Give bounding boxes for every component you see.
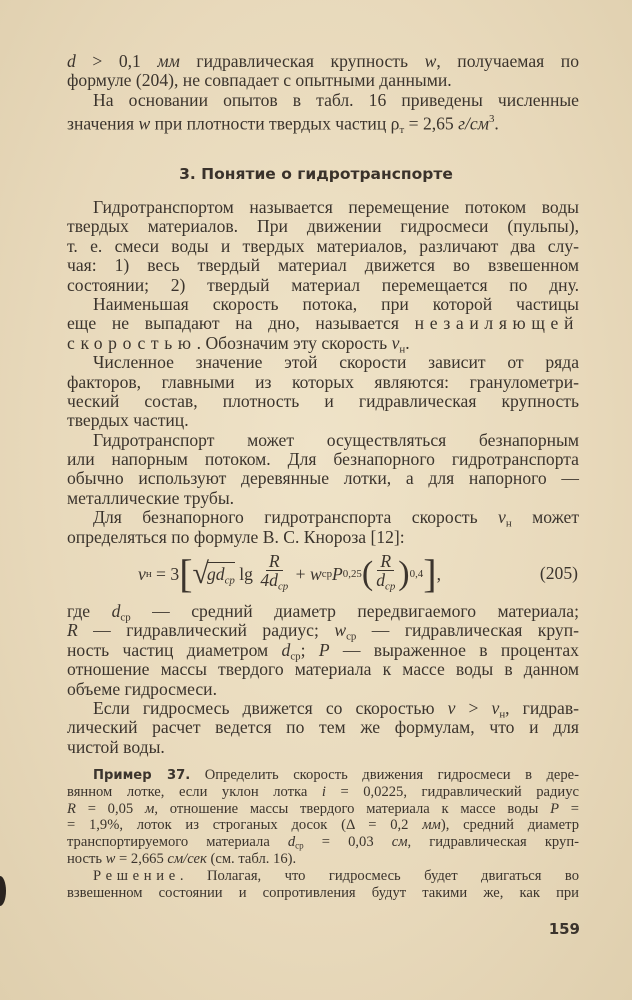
- text-segment: =: [559, 800, 579, 817]
- text-segment: м: [145, 800, 155, 817]
- fraction-1-den-sub: ср: [277, 580, 289, 593]
- text-segment: P: [318, 639, 330, 660]
- text-segment: Гидротранспортом называется перемещение потоком воды: [93, 197, 579, 217]
- text-segment: лический расчет ведется по тем же формулам, что и для: [67, 717, 579, 738]
- text-segment: w: [105, 850, 116, 867]
- text-line: [67, 469, 579, 488]
- text-segment: 3: [488, 113, 495, 126]
- text-segment: Численное значение этой скорости зависит от ряда: [93, 352, 579, 373]
- formula-lparen: (: [361, 555, 374, 592]
- text-line: [67, 507, 580, 530]
- text-segment: — гидравлический радиус;: [77, 620, 335, 641]
- text-segment: .: [494, 113, 499, 134]
- text-segment: отношение массы твердого материала к массе воды в данном: [67, 659, 579, 680]
- text-segment: факторов, главными из которых являются: гранулометри-: [67, 371, 579, 392]
- text-segment: ческий состав, плотность и гидравлическая крупность: [67, 390, 579, 411]
- text-line: [67, 110, 579, 137]
- formula-p-sup: 0,25: [342, 568, 362, 580]
- text-line: [67, 71, 579, 90]
- text-segment: Если гидросмесь движется со скоростью: [93, 697, 448, 718]
- fraction-1-num: R: [266, 552, 283, 571]
- text-line: [67, 660, 579, 679]
- paragraph-block-bottom: [67, 602, 579, 757]
- text-line: [67, 489, 579, 508]
- text-segment: незаиляющей: [414, 313, 579, 334]
- text-segment: v: [498, 507, 506, 528]
- text-segment: вянном лотке, если уклон лотка: [67, 783, 322, 800]
- text-segment: мм: [422, 817, 441, 834]
- formula-w-sub: ср: [321, 568, 333, 580]
- fraction-2-num: R: [377, 552, 394, 571]
- text-segment: — средний диаметр передвигаемого материала;: [130, 601, 580, 621]
- text-segment: = 2,665: [115, 850, 168, 867]
- text-segment: (см. табл. 16).: [206, 850, 297, 867]
- text-segment: , гидрав-: [505, 697, 579, 718]
- text-segment: На основании опытов в табл. 16 приведены численные: [93, 89, 579, 110]
- example-block: [67, 767, 579, 901]
- text-line: [67, 91, 579, 110]
- fraction-1: [260, 552, 288, 595]
- text-line: [67, 314, 579, 333]
- text-segment: — гидравлическая круп-: [356, 620, 579, 641]
- formula-lbracket: [: [179, 551, 193, 596]
- text-segment: объеме гидросмеси.: [67, 678, 217, 699]
- text-line: [67, 738, 579, 757]
- text-segment: = 1,9%, лоток из строганых досок (Δ = 0,2: [67, 817, 423, 834]
- section-heading: 3. Понятие о гидротранспорте: [179, 165, 453, 183]
- formula-rparen: ): [398, 555, 410, 592]
- text-line: [67, 784, 579, 801]
- formula-gd-sub: ср: [224, 574, 235, 587]
- page-number: 159: [548, 920, 580, 938]
- text-segment: . Обозначим эту скорость: [196, 332, 392, 353]
- text-segment: определяться по формуле В. С. Кнороза [12]:: [67, 526, 405, 547]
- text-segment: еще не выпадают на дно, называется: [67, 313, 415, 334]
- text-segment: = 0,0225, гидравлический радиус: [325, 783, 579, 800]
- text-line: [67, 237, 579, 256]
- paragraph-block-middle: [67, 198, 579, 547]
- text-segment: н: [499, 708, 506, 721]
- text-line: [67, 411, 579, 430]
- text-segment: .: [405, 332, 410, 353]
- text-segment: чая: 1) весь твердый материал движется во взвешенном: [67, 255, 579, 276]
- text-segment: v: [391, 332, 400, 353]
- equation-number: (205): [539, 563, 578, 583]
- text-line: [67, 353, 579, 372]
- text-segment: или напорным потоком. Для безнапорного гидротранспорта: [67, 449, 579, 470]
- text-segment: г/см: [458, 113, 489, 134]
- text-line: [67, 256, 579, 275]
- text-line: [67, 450, 579, 469]
- text-segment: твердых материалов. При движении гидросмеси (пульпы),: [67, 216, 579, 237]
- text-segment: формуле (204), не совпадает с опытными данными.: [67, 70, 452, 91]
- formula-comma: ,: [436, 563, 441, 584]
- text-segment: Для безнапорного гидротранспорта скорость: [93, 507, 499, 528]
- formula-paren-sup: 0,4: [409, 568, 424, 580]
- fraction-2: [376, 552, 395, 595]
- text-line: [67, 198, 579, 217]
- formula-lg: lg: [234, 563, 258, 584]
- formula-gd: gd: [206, 563, 225, 584]
- fraction-2-den-text: d: [376, 570, 385, 591]
- text-segment: , гидравлическая круп-: [407, 834, 579, 851]
- text-segment: ность частиц диаметром: [67, 639, 282, 660]
- text-line: [67, 620, 579, 643]
- text-segment: чистой воды.: [67, 736, 165, 757]
- text-segment: где: [67, 601, 112, 621]
- text-segment: v: [447, 697, 456, 718]
- text-segment: ;: [300, 639, 319, 660]
- text-segment: ср: [120, 611, 131, 624]
- text-segment: = 0,03: [303, 834, 392, 851]
- text-line: [67, 834, 579, 851]
- sqrt-content: [207, 562, 235, 586]
- text-segment: состоянии; 2) твердый материал перемещается по дну.: [67, 274, 579, 295]
- text-line: [67, 680, 579, 699]
- paragraph-block-top: [67, 51, 579, 137]
- binding-mark: [0, 876, 6, 906]
- text-segment: т: [399, 124, 405, 137]
- text-line: [67, 817, 579, 834]
- text-segment: при плотности твердых частиц ρ: [150, 113, 400, 134]
- text-segment: d: [287, 834, 296, 851]
- text-segment: н: [505, 517, 512, 530]
- text-segment: R: [67, 800, 76, 817]
- text-segment: i: [321, 783, 326, 800]
- text-segment: > 0,1: [75, 51, 158, 71]
- formula-rbracket: ]: [423, 551, 437, 596]
- text-segment: , отношение массы твердого материала к массе воды: [154, 800, 551, 817]
- text-line: [67, 334, 579, 353]
- text-segment: Решение: [93, 867, 180, 884]
- text-segment: R: [67, 620, 78, 641]
- text-segment: P: [550, 800, 559, 817]
- text-line: [67, 601, 580, 624]
- text-segment: гидравлическая крупность: [179, 51, 425, 71]
- text-segment: мм: [157, 51, 180, 71]
- text-segment: , получаемая по: [436, 51, 579, 71]
- text-line: [67, 373, 579, 392]
- text-line: [67, 868, 579, 885]
- text-segment: . Полагая, что гидросмесь будет двигаться во: [179, 867, 579, 884]
- text-segment: = 0,05: [75, 800, 145, 817]
- text-segment: >: [455, 697, 492, 718]
- text-segment: см: [391, 834, 408, 851]
- text-segment: d: [281, 639, 291, 660]
- text-line: [67, 801, 579, 818]
- text-segment: ), средний диаметр: [440, 817, 579, 834]
- formula-lhs-sub: н: [145, 568, 152, 580]
- text-segment: т. е. смеси воды и твердых материалов, различают два слу-: [67, 235, 579, 256]
- text-segment: Пример 37.: [93, 768, 191, 783]
- text-segment: ность: [67, 850, 106, 867]
- formula-eq: = 3: [151, 563, 180, 584]
- fraction-2-den: [376, 571, 395, 595]
- text-segment: металлические трубы.: [67, 487, 235, 508]
- fraction-2-den-sub: ср: [385, 580, 396, 593]
- text-line: [67, 851, 579, 868]
- text-segment: v: [491, 697, 500, 718]
- text-segment: d: [111, 601, 121, 621]
- text-segment: ср: [290, 650, 301, 663]
- text-line: [67, 718, 579, 737]
- text-segment: Определить скорость движения гидросмеси в дере-: [190, 767, 580, 783]
- text-line: [67, 639, 579, 663]
- text-segment: = 2,65: [404, 113, 459, 134]
- text-segment: w: [334, 620, 347, 641]
- text-line: [67, 885, 579, 902]
- text-segment: см/сек: [167, 850, 207, 867]
- formula-plus: +: [291, 563, 310, 584]
- text-segment: н: [399, 343, 406, 355]
- text-segment: обычно используют деревянные лотки, а для напорного —: [67, 468, 579, 489]
- text-segment: w: [138, 113, 151, 134]
- text-segment: ср: [346, 630, 357, 643]
- text-line: [67, 431, 579, 450]
- text-segment: — выраженное в процентах: [329, 639, 579, 660]
- text-segment: Наименьшая скорость потока, при которой частицы: [93, 293, 579, 314]
- text-line: [67, 767, 579, 784]
- text-line: [67, 697, 579, 721]
- text-segment: может: [511, 507, 580, 528]
- formula-lhs: v: [138, 563, 146, 584]
- sqrt-sign: √: [192, 557, 209, 590]
- formula-w: w: [309, 563, 322, 584]
- text-segment: Гидротранспорт может осуществляться безнапорным: [93, 429, 579, 450]
- formula-p: P: [332, 563, 343, 584]
- text-segment: взвешенном состоянии и сопротивления будут такими же, как при: [67, 884, 579, 901]
- text-line: [67, 52, 579, 71]
- fraction-1-den-text: 4d: [260, 570, 278, 591]
- text-segment: скоростью: [67, 332, 197, 353]
- formula-205: [138, 550, 578, 598]
- text-line: [67, 295, 579, 314]
- text-segment: w: [424, 51, 437, 71]
- text-segment: ср: [295, 840, 304, 851]
- text-line: [67, 392, 579, 411]
- text-segment: значения: [67, 113, 139, 134]
- text-segment: транспортируемого материала: [67, 834, 288, 851]
- text-line: [67, 217, 579, 236]
- text-line: [67, 276, 579, 295]
- text-segment: твердых частиц.: [67, 410, 189, 431]
- text-line: [67, 528, 579, 547]
- fraction-1-den: [260, 571, 288, 595]
- text-segment: d: [67, 51, 76, 71]
